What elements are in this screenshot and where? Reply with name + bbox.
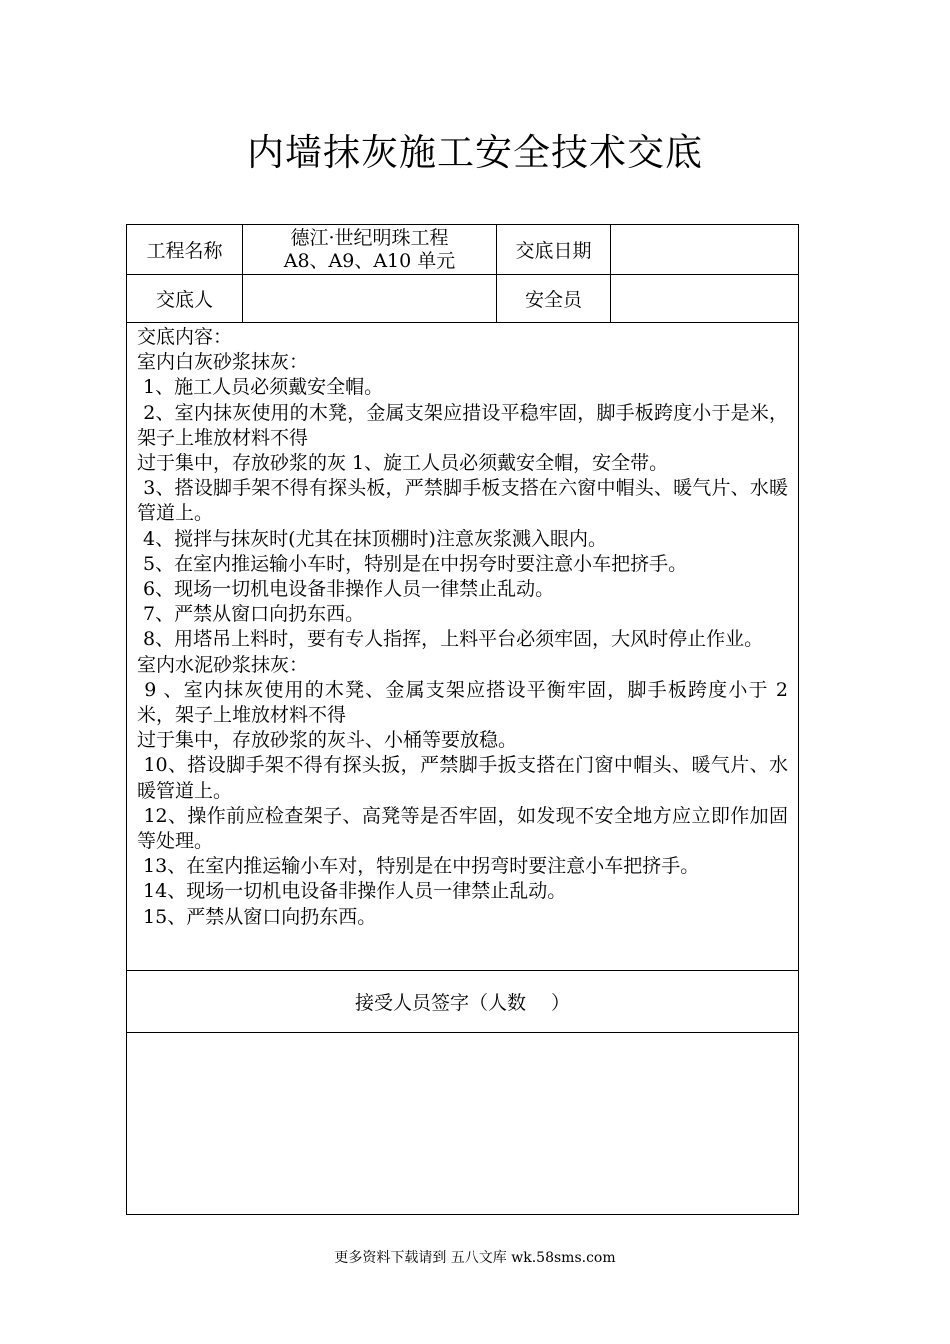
signature-area-row (127, 1033, 799, 1215)
content-line: 10、搭设脚手架不得有探头扳，严禁脚手扳支搭在门窗中帽头、暖气片、水暖管道上。 (137, 754, 788, 802)
discloser-label: 交底人 (127, 275, 243, 323)
disclosure-content (127, 323, 799, 971)
content-line: 7、严禁从窗口向扔东西。 (137, 603, 365, 626)
project-name-label: 工程名称 (127, 225, 243, 275)
project-name-line2: A8、A9、A10 单元 (283, 249, 456, 272)
content-line: 交底内容： (137, 326, 233, 348)
signature-label: 接受人员签字（人数 ） (127, 971, 799, 1033)
disclosure-date-label: 交底日期 (497, 225, 611, 275)
content-line: 9 、室内抹灰使用的木凳、金属支架应搭设平衡牢固，脚手板跨度小于 2 米，架子上堆放材料不得 (137, 678, 795, 727)
content-line: 8、用塔吊上料时，要有专人指挥，上料平台必须牢固，大风时停止作业。 (137, 628, 764, 651)
content-line: 1、施工人员必须戴安全帽。 (137, 376, 384, 399)
content-lines (137, 325, 795, 930)
disclosure-date-value (611, 225, 799, 275)
project-name-value (243, 225, 497, 275)
content-line: 4、搅拌与抹灰时(尤其在抹顶棚时)注意灰浆溅入眼内。 (137, 527, 607, 550)
content-line: 室内白灰砂浆抹灰： (137, 351, 309, 374)
signature-header-row (127, 971, 799, 1033)
signature-area (127, 1033, 799, 1215)
content-line: 5、在室内推运输小车时，特别是在中拐夸时要注意小车把挤手。 (137, 552, 688, 575)
header-row-1 (127, 225, 799, 275)
safety-officer-value (611, 275, 799, 323)
content-line: 室内水泥砂浆抹灰： (137, 653, 309, 676)
content-line: 3、搭设脚手架不得有探头板，严禁脚手板支搭在六窗中帽头、暖气片、水暖管道上。 (137, 477, 788, 525)
content-line: 13、在室内推运输小车对，特别是在中拐弯时要注意小车把挤手。 (137, 855, 700, 878)
footer-note: 更多资料下载请到 五八文库 wk.58sms.com (334, 1250, 616, 1266)
content-row (127, 323, 799, 971)
content-line: 6、现场一切机电设备非操作人员一律禁止乱动。 (137, 578, 555, 601)
content-line: 2、室内抹灰使用的木凳，金属支架应措设平稳牢固，脚手板跨度小于是米，架子上堆放材料不得 (137, 401, 788, 449)
content-line: 15、严禁从窗口向扔东西。 (137, 905, 377, 928)
content-line: 过于集中，存放砂浆的灰 1、旋工人员必须戴安全帽，安全带。 (137, 452, 669, 475)
header-row-2 (127, 275, 799, 323)
content-line: 14、现场一切机电设备非操作人员一律禁止乱动。 (137, 880, 567, 903)
discloser-value (243, 275, 497, 323)
document-title: 内墙抹灰施工安全技术交底 (247, 131, 703, 174)
safety-officer-label: 安全员 (497, 275, 611, 323)
disclosure-form (126, 224, 799, 1215)
content-line: 12、操作前应检查架子、高凳等是否牢固，如发现不安全地方应立即作加固等处理。 (137, 804, 788, 853)
project-name-line1: 德江·世纪明珠工程 (290, 226, 449, 249)
content-line: 过于集中，存放砂浆的灰斗、小桶等要放稳。 (137, 729, 518, 752)
